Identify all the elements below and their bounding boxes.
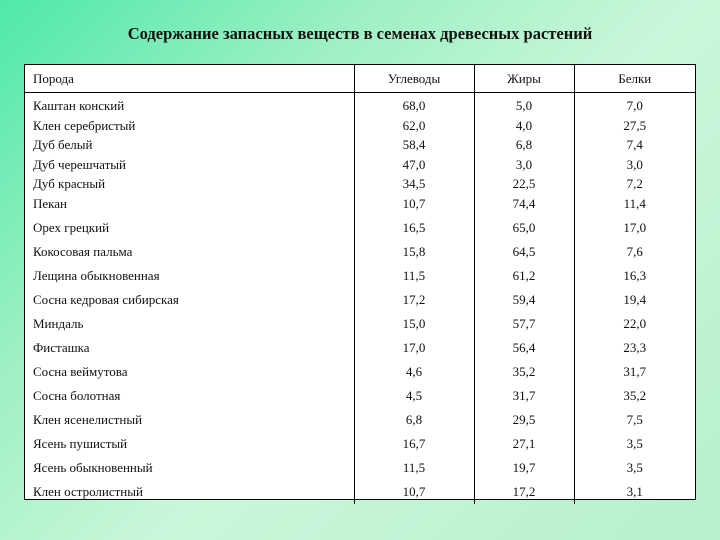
fats-value: 29,5: [474, 408, 574, 432]
proteins-value: 22,0: [574, 312, 695, 336]
fats-value: 35,2: [474, 360, 574, 384]
table-row: [25, 456, 695, 480]
species-name: Лещина обыкновенная: [33, 268, 160, 283]
species-name: Миндаль: [33, 316, 84, 331]
group-names-cell: [25, 93, 354, 217]
fats-value: 57,7: [474, 312, 574, 336]
table-row: [25, 312, 695, 336]
group-proteins-cell: [574, 93, 695, 217]
fats-value: 56,4: [474, 336, 574, 360]
species-name: Дуб белый: [33, 137, 93, 152]
carbs-value: 58,4: [402, 137, 426, 152]
table-row-group: [25, 93, 695, 217]
carbs-value: 10,7: [402, 195, 426, 211]
carbs-value: 17,0: [354, 336, 474, 360]
table-row: [25, 216, 695, 240]
fats-value: 74,4: [512, 195, 536, 211]
fats-value: 5,0: [515, 98, 533, 113]
carbs-value: 62,0: [402, 117, 426, 133]
fats-value: 3,0: [515, 156, 533, 172]
proteins-value: 19,4: [574, 288, 695, 312]
species-name: Клен ясенелистный: [33, 412, 143, 427]
species-name: Клен серебристый: [33, 117, 136, 133]
header-species: Порода: [25, 65, 354, 93]
proteins-value: 3,0: [626, 156, 643, 172]
proteins-value: 3,1: [574, 480, 695, 504]
proteins-value: 7,4: [626, 137, 643, 152]
fats-value: 31,7: [474, 384, 574, 408]
fats-value: 65,0: [474, 216, 574, 240]
species-name: Клен остролистный: [33, 484, 143, 499]
carbs-value: 16,7: [354, 432, 474, 456]
page-title: Содержание запасных веществ в семенах древесных растений: [127, 24, 593, 43]
species-name: Сосна болотная: [33, 388, 121, 403]
header-row: [25, 65, 695, 93]
species-name: Дуб красный: [33, 176, 106, 191]
proteins-value: 17,0: [574, 216, 695, 240]
proteins-value: 23,3: [574, 336, 695, 360]
header-carbs: Углеводы: [354, 65, 474, 93]
carbs-value: 10,7: [354, 480, 474, 504]
fats-value: 59,4: [474, 288, 574, 312]
carbs-value: 47,0: [402, 156, 426, 172]
carbs-value: 6,8: [354, 408, 474, 432]
data-table-container: [24, 64, 696, 500]
carbs-value: 4,5: [354, 384, 474, 408]
proteins-value: 7,6: [574, 240, 695, 264]
fats-value: 64,5: [474, 240, 574, 264]
fats-value: 61,2: [474, 264, 574, 288]
fats-value: 4,0: [515, 117, 533, 133]
species-name: Кокосовая пальма: [33, 244, 133, 259]
table-row: [25, 264, 695, 288]
fats-value: 19,7: [474, 456, 574, 480]
data-table: [25, 65, 695, 504]
proteins-value: 7,0: [626, 98, 643, 113]
species-name: Фисташка: [33, 340, 90, 355]
proteins-value: 7,5: [574, 408, 695, 432]
fats-value: 17,2: [474, 480, 574, 504]
carbs-value: 68,0: [402, 98, 426, 113]
species-name: Сосна веймутова: [33, 364, 128, 379]
proteins-value: 35,2: [574, 384, 695, 408]
table-row: [25, 360, 695, 384]
proteins-value: 31,7: [574, 360, 695, 384]
header-fats: Жиры: [474, 65, 574, 93]
carbs-value: 15,8: [354, 240, 474, 264]
species-name: Дуб черешчатый: [33, 156, 126, 172]
species-name: Ясень пушистый: [33, 436, 128, 451]
proteins-value: 27,5: [623, 117, 647, 133]
carbs-value: 11,5: [354, 264, 474, 288]
table-row: [25, 336, 695, 360]
group-carbs-cell: [354, 93, 474, 217]
carbs-value: 16,5: [354, 216, 474, 240]
proteins-value: 11,4: [623, 195, 646, 211]
proteins-value: 3,5: [574, 456, 695, 480]
carbs-value: 4,6: [354, 360, 474, 384]
species-name: Ясень обыкновенный: [33, 460, 153, 475]
species-name: Каштан конский: [33, 98, 125, 113]
table-row: [25, 480, 695, 504]
species-name: Сосна кедровая сибирская: [33, 292, 179, 307]
header-proteins: Белки: [574, 65, 695, 93]
carbs-value: 17,2: [354, 288, 474, 312]
table-row: [25, 240, 695, 264]
group-fats-cell: [474, 93, 574, 217]
carbs-value: 15,0: [354, 312, 474, 336]
species-name: Пекан: [33, 195, 68, 211]
table-row: [25, 384, 695, 408]
table-row: [25, 432, 695, 456]
proteins-value: 7,2: [626, 176, 643, 191]
table-row: [25, 288, 695, 312]
proteins-value: 16,3: [574, 264, 695, 288]
proteins-value: 3,5: [574, 432, 695, 456]
carbs-value: 11,5: [354, 456, 474, 480]
fats-value: 22,5: [512, 176, 536, 191]
table-row: [25, 408, 695, 432]
carbs-value: 34,5: [402, 176, 426, 191]
species-name: Орех грецкий: [33, 220, 110, 235]
fats-value: 27,1: [474, 432, 574, 456]
fats-value: 6,8: [515, 137, 533, 152]
